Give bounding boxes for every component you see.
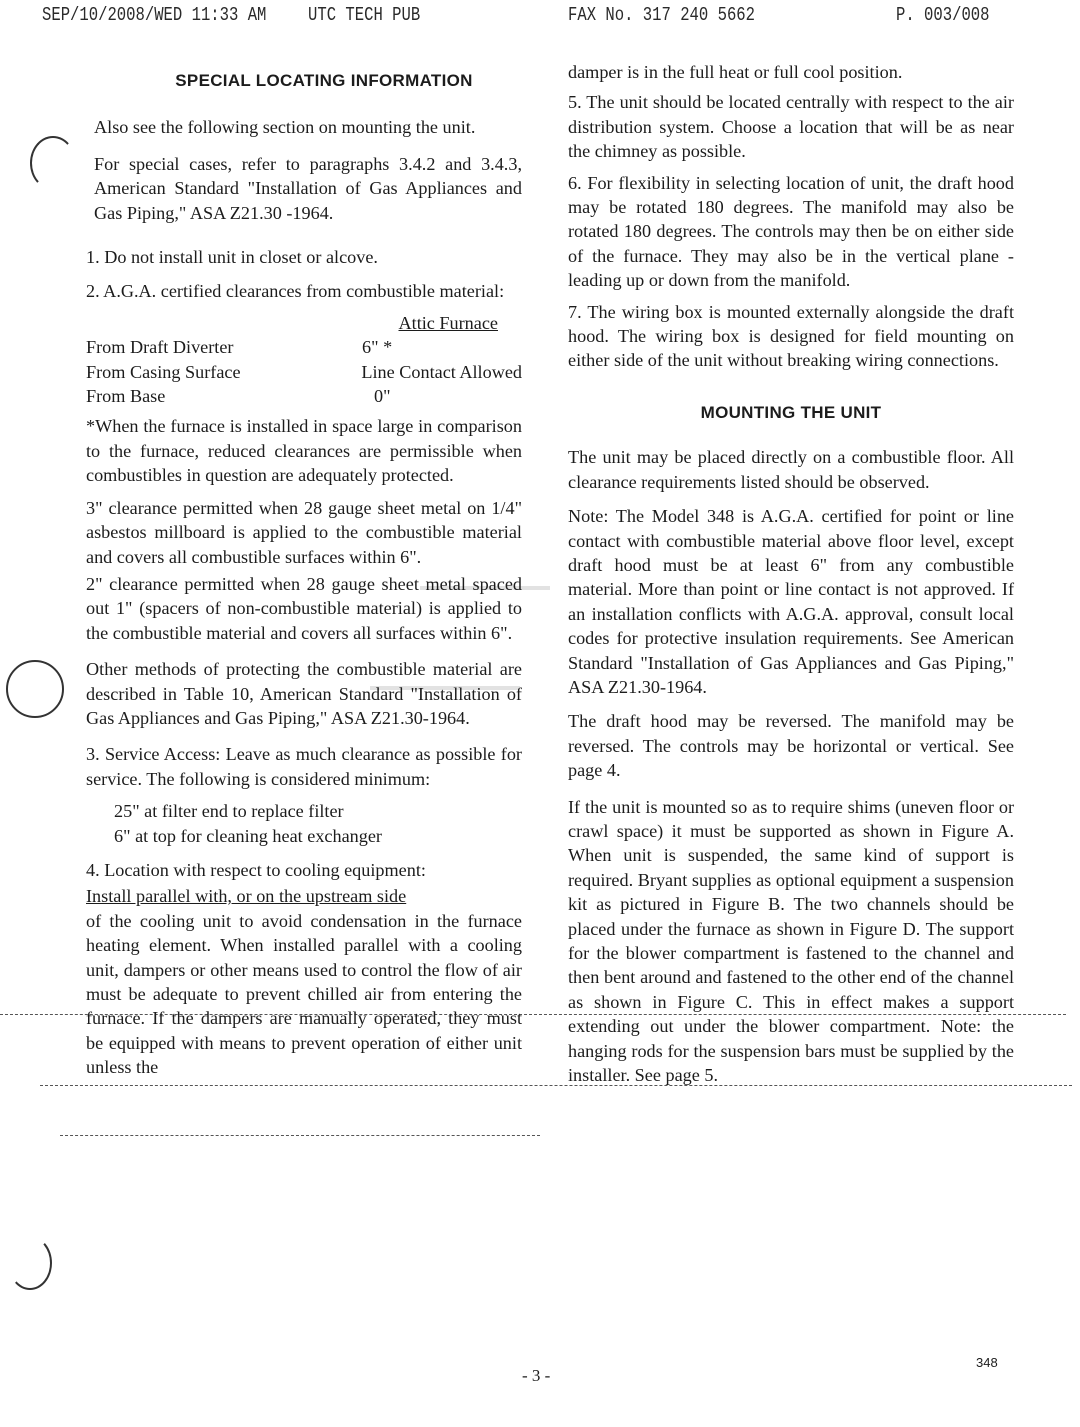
paragraph: Also see the following section on mounting the unit. xyxy=(94,117,476,138)
paragraph: If the unit is mounted so as to require shims (uneven floor or crawl space) it must be supported as shown in Figure A. When unit is suspended, the same kind of support is required. Bryant supplies as optional equipment a suspension kit as pictured in Figure B. The two channels should be placed under the furnace as shown in Figure D. The support for the blower compartment is fastened to the channel and then bent around and fastened to the other end of the channel as shown in Figure C. This in effect makes a support extending out under the blower compartment. Note: the hanging rods for the suspension bars must be supplied by the installer. See page 5. xyxy=(568,796,1014,1086)
page-number: - 3 - xyxy=(522,1366,551,1385)
clearance-column-header: Attic Furnace xyxy=(398,312,498,333)
scan-rule xyxy=(60,1135,540,1136)
paragraph: damper is in the full heat or full cool position. xyxy=(568,62,903,82)
punch-hole-top xyxy=(30,136,76,190)
fax-page: P. 003/008 xyxy=(896,4,990,26)
paragraph: The draft hood may be reversed. The manifold may be reversed. The controls may be horizontal or vertical. See page 4. xyxy=(568,711,1014,781)
table-row xyxy=(86,360,522,384)
paragraph: 2" clearance permitted when 28 gauge sheet metal spaced out 1" (spacers of non-combustible material) is applied to the combustible material and covers all surfaces within 6". xyxy=(86,573,522,643)
left-column xyxy=(86,60,522,1087)
list-item: 4. Location with respect to cooling equipment: xyxy=(86,859,426,880)
clearance-label: From Base xyxy=(86,386,166,407)
paragraph: 3" clearance permitted when 28 gauge sheet metal on 1/4" asbestos millboard is applied to the combustible material and covers all combustible surfaces within 6". xyxy=(86,497,522,567)
right-column xyxy=(568,60,1014,1094)
punch-hole-middle xyxy=(6,660,64,718)
table-row xyxy=(86,335,522,359)
list-item: 3. Service Access: Leave as much clearance as possible for service. The following is considered minimum: xyxy=(86,744,522,789)
note: Note: The Model 348 is A.G.A. certified for point or line contact with combustible material above floor level, except draft hood must be at least 6" from any combustible material. More than point or line contact is not approved. If an installation conflicts with A.G.A. approval, consult local codes for protective insulation requirements. See American Standard "Installation of Gas Appliances and Gas Piping," ASA Z21.30-1964. xyxy=(568,506,1014,697)
mounting-heading: MOUNTING THE UNIT xyxy=(700,402,882,422)
fax-sender: UTC TECH PUB xyxy=(308,4,421,26)
document-number: 348 xyxy=(976,1355,998,1370)
paragraph: of the cooling unit to avoid condensation in the furnace heating element. When installed parallel with a cooling unit, dampers or other means used to control the flow of air must be adequate to prevent chilled air from entering the furnace. If the dampers are manually operated, they must be equipped with means to prevent operation of either unit unless the xyxy=(86,910,522,1078)
paragraph: For special cases, refer to paragraphs 3.4.2 and 3.4.3, American Standard "Installation of Gas Appliances and Gas Piping," ASA Z21.30 -1964. xyxy=(94,153,522,223)
minimum-clearance-item: 25" at filter end to replace filter xyxy=(114,801,344,822)
clearance-value: Line Contact Allowed xyxy=(361,361,522,382)
list-item: 6. For flexibility in selecting location of unit, the draft hood may be rotated 180 degrees. The manifold may also be rotated 180 degrees. The controls may then be on either side of the furnace. They may also be in the vertical plane - leading up or down from the manifold. xyxy=(568,172,1014,291)
paragraph: The unit may be placed directly on a combustible floor. All clearance requirements listed should be observed. xyxy=(568,447,1014,492)
clearance-value: 0" xyxy=(374,386,391,407)
clearance-value: 6" * xyxy=(362,337,393,358)
special-locating-heading: SPECIAL LOCATING INFORMATION xyxy=(175,71,473,90)
list-item: 7. The wiring box is mounted externally alongside the draft hood. The wiring box is designed for field mounting on either side of the unit without breaking wiring connections. xyxy=(568,301,1014,371)
underlined-text: Install parallel with, or on the upstream side xyxy=(86,886,407,907)
clearance-label: From Draft Diverter xyxy=(86,337,234,358)
list-item: 1. Do not install unit in closet or alcove. xyxy=(86,247,378,268)
paragraph: Other methods of protecting the combustible material are described in Table 10, American Standard "Installation of Gas Appliances and Gas Piping," ASA Z21.30-1964. xyxy=(86,659,522,728)
footnote: *When the furnace is installed in space large in comparison to the furnace, reduced clearances are permissible when combustibles in question are adequately protected. xyxy=(86,416,522,486)
punch-hole-bottom xyxy=(8,1236,52,1290)
minimum-clearance-item: 6" at top for cleaning heat exchanger xyxy=(114,825,382,846)
list-item: 2. A.G.A. certified clearances from combustible material: xyxy=(86,281,505,302)
fax-number: FAX No. 317 240 5662 xyxy=(568,4,755,26)
table-row xyxy=(86,384,522,408)
clearance-label: From Casing Surface xyxy=(86,361,241,382)
fax-header xyxy=(0,4,1080,28)
fax-date-time: SEP/10/2008/WED 11:33 AM xyxy=(42,4,267,26)
list-item: 5. The unit should be located centrally with respect to the air distribution system. Choose a location that will be as near the chimney as possible. xyxy=(568,92,1014,162)
clearance-table xyxy=(86,311,522,409)
